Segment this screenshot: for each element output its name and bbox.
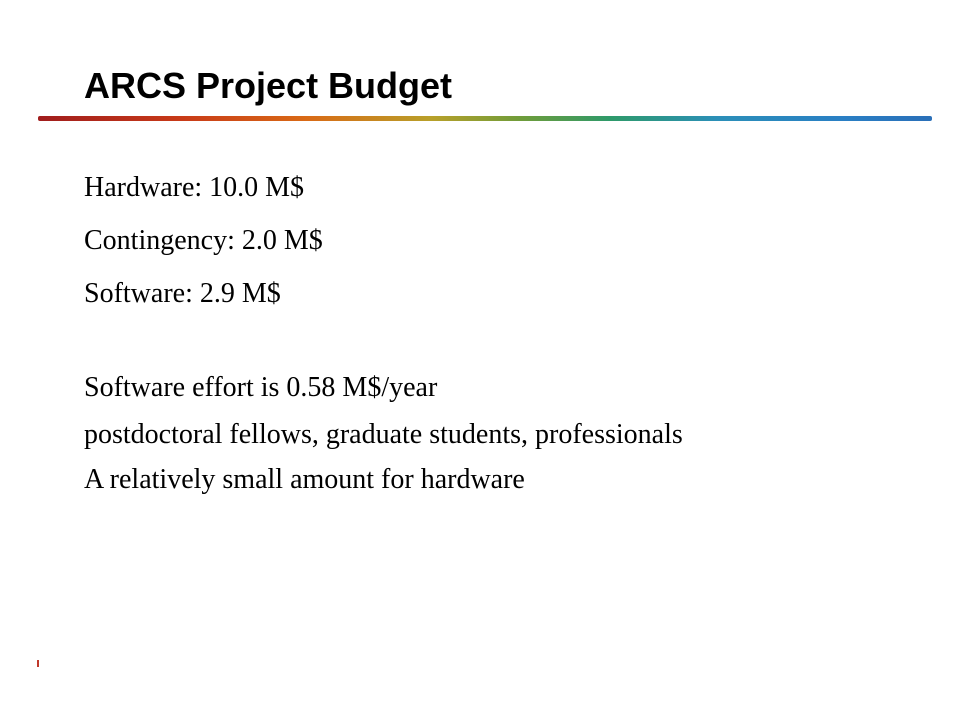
corner-mark (37, 660, 39, 667)
slide-title: ARCS Project Budget (84, 65, 453, 106)
note-staff: postdoctoral fellows, graduate students, professionals (84, 419, 683, 450)
budget-line-hardware: Hardware: 10.0 M$ (84, 172, 305, 203)
title-divider (38, 116, 932, 121)
note-hardware: A relatively small amount for hardware (84, 464, 525, 495)
budget-line-contingency: Contingency: 2.0 M$ (84, 225, 323, 256)
note-software-effort: Software effort is 0.58 M$/year (84, 372, 438, 403)
budget-line-software: Software: 2.9 M$ (84, 278, 281, 309)
